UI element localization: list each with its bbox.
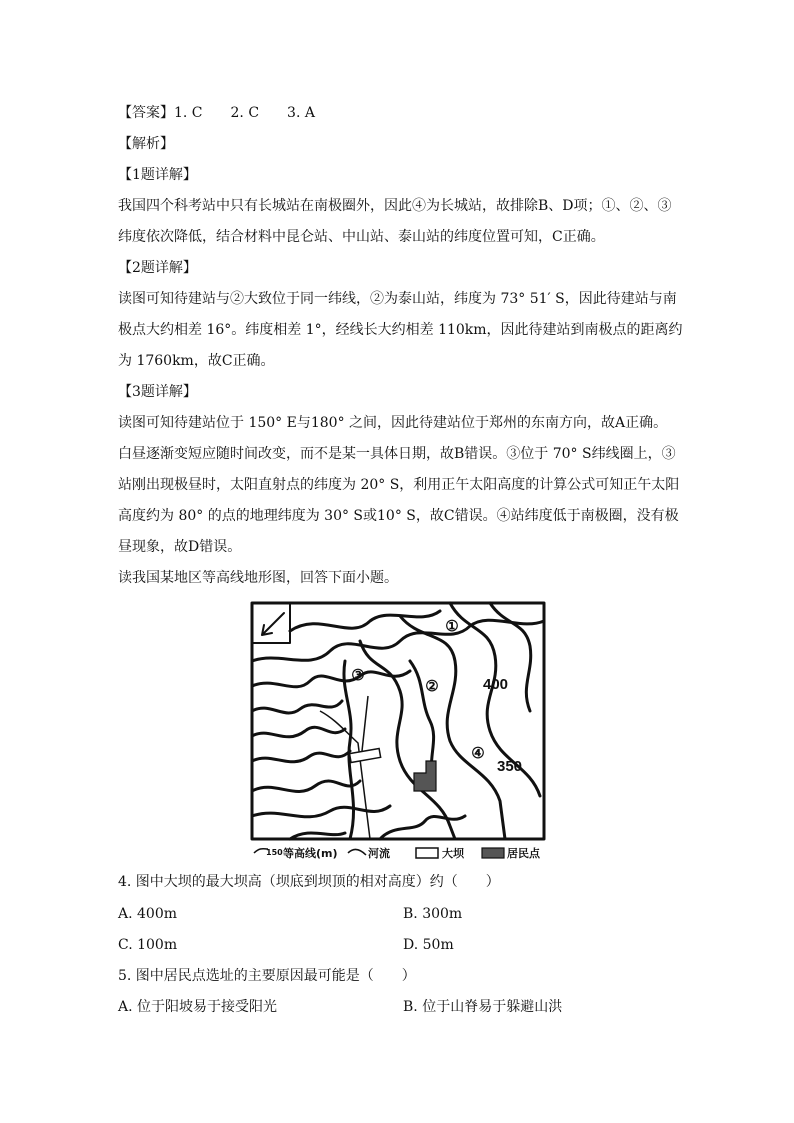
contour-line	[252, 781, 360, 791]
contour-line	[344, 661, 354, 839]
marker-3-label: ③	[351, 666, 365, 684]
contour-line	[252, 671, 410, 687]
marker-4-label: ④	[471, 744, 485, 762]
q1-line-1: 我国四个科考站中只有长城站在南极圈外，因此④为长城站，故排除B、D项；①、②、③	[118, 198, 672, 214]
contour-label-350: 350	[497, 758, 523, 775]
q4-option-c[interactable]: C. 100m	[118, 937, 178, 953]
q1-heading: 【1题详解】	[118, 167, 197, 183]
contour-line	[252, 727, 345, 737]
contour-map	[250, 601, 546, 867]
north-arrow-icon	[262, 613, 284, 635]
answer-line: 【答案】1. C 2. C 3. A	[118, 105, 315, 121]
q3-line-4: 高度约为 80° 的点的地理纬度为 30° S或10° S，故C错误。④站纬度低于南极圈，没有极	[118, 508, 679, 524]
q2-line-2: 极点大约相差 16°。纬度相差 1°，经线长大约相差 110km，因此待建站到南极点的距离约	[118, 322, 683, 338]
legend-settlement-text: 居民点	[507, 847, 540, 860]
legend-contour-text: 等高线(m)	[283, 847, 338, 860]
q3-line-3: 站刚出现极昼时，太阳直射点的纬度为 20° S，利用正午太阳高度的计算公式可知正午太阳	[118, 477, 680, 493]
q4-option-b[interactable]: B. 300m	[403, 906, 463, 922]
q2-line-3: 为 1760km，故C正确。	[118, 353, 275, 369]
q4-stem: 4. 图中大坝的最大坝高（坝底到坝顶的相对高度）约（ ）	[118, 874, 500, 890]
q5-option-a[interactable]: A. 位于阳坡易于接受阳光	[118, 999, 278, 1015]
q3-line-5: 昼现象，故D错误。	[118, 539, 242, 555]
q2-heading: 【2题详解】	[118, 260, 197, 276]
dam	[350, 748, 381, 762]
contour-line	[252, 806, 390, 817]
q3-line-2: 白昼逐渐变短应随时间改变，而不是某一具体日期，故B错误。③位于 70° S纬线圈上，③	[118, 446, 676, 462]
legend-dam-text: 大坝	[442, 847, 464, 860]
legend-contour-sample: 150	[266, 848, 283, 857]
q4-option-a[interactable]: A. 400m	[118, 906, 178, 922]
analysis-heading: 【解析】	[118, 136, 174, 152]
contour-line	[252, 701, 342, 713]
legend-river-text: 河流	[368, 847, 390, 860]
settlement	[414, 761, 436, 791]
marker-1-label: ①	[445, 617, 459, 635]
q1-line-2: 纬度依次降低，结合材料中昆仑站、中山站、泰山站的纬度位置可知，C正确。	[118, 229, 605, 245]
river-branch	[362, 696, 368, 751]
marker-2-label: ②	[425, 677, 439, 695]
legend-dam-symbol	[416, 848, 438, 858]
north-arrow-box	[252, 603, 290, 643]
legend-river-symbol	[348, 849, 366, 855]
q2-line-1: 读图可知待建站与②大致位于同一纬线，②为泰山站，纬度为 73° 51′ S，因此待建站与南	[118, 291, 677, 307]
q3-heading: 【3题详解】	[118, 384, 197, 400]
legend-settlement-symbol	[482, 848, 504, 858]
q5-stem: 5. 图中居民点选址的主要原因最可能是（ ）	[118, 968, 416, 984]
contour-line	[252, 751, 350, 762]
q3-line-1: 读图可知待建站位于 150° E与180° 之间，因此待建站位于郑州的东南方向，故A正确。	[118, 415, 668, 431]
q4-option-d[interactable]: D. 50m	[403, 937, 454, 953]
contour-label-400: 400	[483, 676, 509, 693]
contour-line	[290, 611, 440, 631]
q5-option-b[interactable]: B. 位于山脊易于躲避山洪	[403, 999, 563, 1015]
map-intro: 读我国某地区等高线地形图，回答下面小题。	[118, 570, 398, 586]
